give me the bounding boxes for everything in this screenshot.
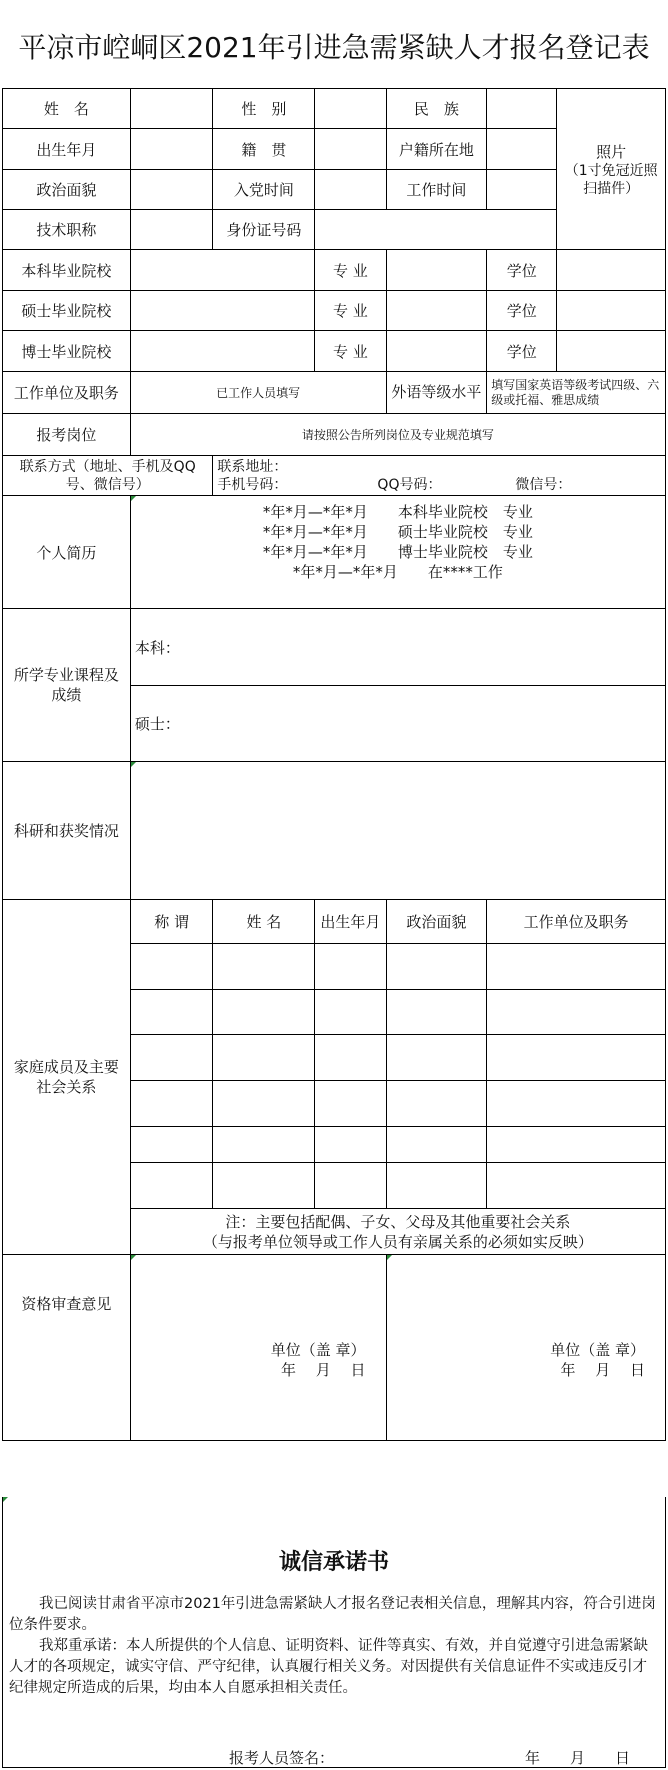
family-cell[interactable] <box>487 1163 666 1209</box>
research-field[interactable] <box>130 762 665 900</box>
master-school-label: 硕士毕业院校 <box>3 291 131 331</box>
work-unit-field[interactable]: 已工作人员填写 <box>130 372 386 414</box>
household-label: 户籍所在地 <box>386 129 487 170</box>
family-header-birth: 出生年月 <box>315 900 386 944</box>
ethnicity-label: 民 族 <box>386 89 487 129</box>
family-cell[interactable] <box>315 1163 386 1209</box>
birth-field[interactable] <box>130 129 213 170</box>
contact-wechat: 微信号： <box>515 476 572 493</box>
party-field[interactable] <box>315 170 386 210</box>
family-header-unit: 工作单位及职务 <box>487 900 666 944</box>
native-label: 籍 贯 <box>213 129 315 170</box>
master-major-field[interactable] <box>386 291 487 331</box>
family-cell[interactable] <box>213 1127 315 1163</box>
family-header-relation: 称 谓 <box>130 900 213 944</box>
master-major-label: 专 业 <box>315 291 386 331</box>
contact-phone: 手机号码： <box>217 476 288 493</box>
gender-field[interactable] <box>315 89 386 129</box>
bachelor-school-field[interactable] <box>130 250 314 291</box>
signature-date: 年 月 日 <box>525 1749 631 1767</box>
bachelor-degree-label: 学位 <box>487 250 557 291</box>
family-cell[interactable] <box>213 1163 315 1209</box>
language-field[interactable]: 填写国家英语等级考试四级、六级或托福、雅思成绩 <box>487 372 666 414</box>
contact-qq: QQ号码： <box>377 476 442 493</box>
political-field[interactable] <box>130 170 213 210</box>
family-cell[interactable] <box>130 990 213 1035</box>
birth-label: 出生年月 <box>3 129 131 170</box>
resume-label: 个人简历 <box>3 496 131 609</box>
master-degree-label: 学位 <box>487 291 557 331</box>
review-right-date: 年 月 日 <box>560 1361 645 1379</box>
integrity-pledge <box>2 1497 666 1768</box>
work-unit-label: 工作单位及职务 <box>3 372 131 414</box>
pledge-paragraph: 我已阅读甘肃省平凉市2021年引进急需紧缺人才报名登记表相关信息，理解其内容，符合引进岗位条件要求。 <box>9 1596 656 1633</box>
family-cell[interactable] <box>130 1081 213 1127</box>
doctor-school-field[interactable] <box>130 331 314 372</box>
resume-line: *年*月—*年*月 硕士毕业院校 专业 <box>262 523 533 541</box>
master-degree-field[interactable] <box>557 291 666 331</box>
family-cell[interactable] <box>315 990 386 1035</box>
doctor-major-field[interactable] <box>386 331 487 372</box>
ethnicity-field[interactable] <box>487 89 557 129</box>
resume-line: *年*月—*年*月 本科毕业院校 专业 <box>262 503 533 521</box>
family-cell[interactable] <box>315 1127 386 1163</box>
registration-table <box>2 88 666 1441</box>
family-cell[interactable] <box>213 1035 315 1081</box>
review-right-field[interactable] <box>386 1255 666 1441</box>
family-cell[interactable] <box>386 1127 487 1163</box>
language-label: 外语等级水平 <box>386 372 487 414</box>
signature-label[interactable]: 报考人员签名： <box>229 1749 335 1767</box>
native-field[interactable] <box>315 129 386 170</box>
doctor-degree-field[interactable] <box>557 331 666 372</box>
id-field[interactable] <box>315 210 557 250</box>
courses-bachelor-field[interactable]: 本科： <box>130 609 665 686</box>
courses-master-field[interactable]: 硕士： <box>130 686 665 762</box>
review-label: 资格审查意见 <box>3 1255 131 1441</box>
work-time-label: 工作时间 <box>386 170 487 210</box>
form-title: 平凉市崆峒区2021年引进急需紧缺人才报名登记表 <box>18 31 650 64</box>
photo-cell[interactable] <box>557 89 666 250</box>
doctor-school-label: 博士毕业院校 <box>3 331 131 372</box>
contact-field[interactable] <box>213 456 666 496</box>
family-cell[interactable] <box>315 1035 386 1081</box>
family-cell[interactable] <box>213 944 315 990</box>
resume-line: *年*月—*年*月 在****工作 <box>292 563 503 581</box>
photo-label: 照片 <box>596 142 627 161</box>
review-left-field[interactable] <box>130 1255 386 1441</box>
party-label: 入党时间 <box>213 170 315 210</box>
family-cell[interactable] <box>487 1127 666 1163</box>
contact-label: 联系方式（地址、手机及QQ号、微信号） <box>3 456 213 496</box>
name-field[interactable] <box>130 89 213 129</box>
doctor-major-label: 专 业 <box>315 331 386 372</box>
family-cell[interactable] <box>213 990 315 1035</box>
bachelor-school-label: 本科毕业院校 <box>3 250 131 291</box>
family-cell[interactable] <box>315 1081 386 1127</box>
family-cell[interactable] <box>386 944 487 990</box>
family-note-line: （与报考单位领导或工作人员有亲属关系的必须如实反映） <box>202 1232 593 1251</box>
family-cell[interactable] <box>386 1035 487 1081</box>
position-label: 报考岗位 <box>3 414 131 456</box>
family-cell[interactable] <box>386 1081 487 1127</box>
review-left-date: 年 月 日 <box>280 1361 366 1379</box>
review-right-seal: 单位（盖 章） <box>550 1341 645 1359</box>
family-cell[interactable] <box>487 1081 666 1127</box>
family-cell[interactable] <box>487 944 666 990</box>
family-note-line: 注：主要包括配偶、子女、父母及其他重要社会关系 <box>225 1212 571 1231</box>
family-cell[interactable] <box>386 990 487 1035</box>
id-label: 身份证号码 <box>213 210 315 250</box>
pledge-title: 诚信承诺书 <box>278 1549 389 1575</box>
family-header-name: 姓 名 <box>213 900 315 944</box>
family-cell[interactable] <box>386 1163 487 1209</box>
family-cell[interactable] <box>130 1127 213 1163</box>
research-label: 科研和获奖情况 <box>3 762 131 900</box>
work-time-field[interactable] <box>487 170 557 210</box>
family-cell[interactable] <box>130 1163 213 1209</box>
tech-title-label: 技术职称 <box>3 210 131 250</box>
bachelor-major-label: 专 业 <box>315 250 386 291</box>
family-cell[interactable] <box>487 1035 666 1081</box>
master-school-field[interactable] <box>130 291 314 331</box>
family-note <box>130 1209 665 1255</box>
position-field[interactable]: 请按照公告所列岗位及专业规范填写 <box>130 414 665 456</box>
resume-line: *年*月—*年*月 博士毕业院校 专业 <box>262 543 533 561</box>
photo-note: （1寸免冠近照扫描件） <box>564 162 658 197</box>
family-label: 家庭成员及主要社会关系 <box>3 900 131 1255</box>
tech-title-field[interactable] <box>130 210 213 250</box>
gender-label: 性 别 <box>213 89 315 129</box>
family-cell[interactable] <box>213 1081 315 1127</box>
pledge-paragraph: 我郑重承诺：本人所提供的个人信息、证明资料、证件等真实、有效，并自觉遵守引进急需紧缺人才的各项规定，诚实守信、严守纪律，认真履行相关义务。对因提供有关信息证件不实或违反引才纪律规定所造成的后果，均由本人自愿承担相关责任。 <box>9 1638 648 1696</box>
family-cell[interactable] <box>130 1035 213 1081</box>
family-cell[interactable] <box>315 944 386 990</box>
family-cell[interactable] <box>487 990 666 1035</box>
review-left-seal: 单位（盖 章） <box>270 1341 366 1359</box>
contact-address: 联系地址： <box>217 458 288 475</box>
bachelor-degree-field[interactable] <box>557 250 666 291</box>
family-cell[interactable] <box>130 944 213 990</box>
resume-field[interactable] <box>130 496 665 609</box>
household-field[interactable] <box>487 129 557 170</box>
doctor-degree-label: 学位 <box>487 331 557 372</box>
political-label: 政治面貌 <box>3 170 131 210</box>
courses-label: 所学专业课程及成绩 <box>3 609 131 762</box>
bachelor-major-field[interactable] <box>386 250 487 291</box>
name-label: 姓 名 <box>3 89 131 129</box>
family-header-political: 政治面貌 <box>386 900 487 944</box>
